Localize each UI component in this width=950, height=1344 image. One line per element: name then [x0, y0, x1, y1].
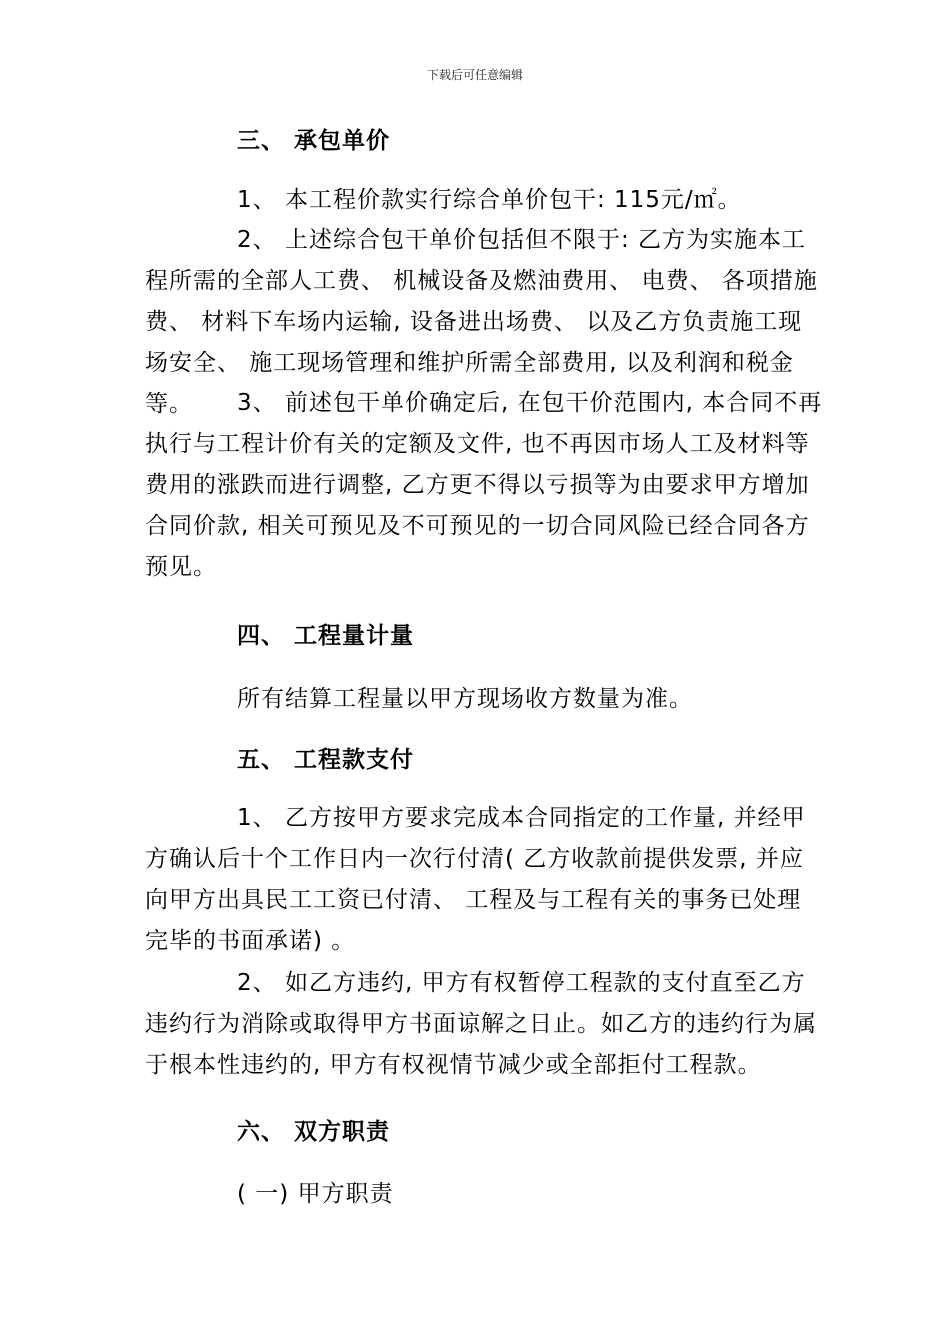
section-6-title: 六、 双方职责: [237, 1119, 391, 1145]
section-3-para-3: 3、 前述包干单价确定后, 在包干价范围内, 本合同不再执行与工程计价有关的定额及文件, 也不再因市场人工及材料等费用的涨跌而进行调整, 乙方更不得以亏损等为由要求甲方增加合同价款, 相关可预见及不可预见的一切合同风险已经合同各方预见。: [145, 390, 823, 580]
section-3-para-2: 2、 上述综合包干单价包括但不限于: 乙方为实施本工程所需的全部人工费、 机械设备及燃油费用、 电费、 各项措施费、 材料下车场内运输, 设备进出场费、 以及乙方负责施工现场安全、 施工现场管理和维护所需全部费用, 以及利润和税金等。: [145, 227, 818, 417]
section-5-title: 五、 工程款支付: [237, 747, 415, 773]
page-header: 下载后可任意编辑: [426, 68, 523, 82]
section-3-para-1: 1、 本工程价款实行综合单价包干: 115元/㎡。: [237, 187, 742, 213]
section-4-para-1: 所有结算工程量以甲方现场收方数量为准。: [237, 686, 693, 712]
section-4-title: 四、 工程量计量: [237, 623, 415, 649]
section-5-para-1: 1、 乙方按甲方要求完成本合同指定的工作量, 并经甲方确认后十个工作日内一次行付清( 乙方收款前提供发票, 并应向甲方出具民工工资已付清、 工程及与工程有关的事务已处理完毕的书面承诺) 。: [145, 805, 806, 954]
section-5-para-2: 2、 如乙方违约, 甲方有权暂停工程款的支付直至乙方违约行为消除或取得甲方书面谅解之日止。如乙方的违约行为属于根本性违约的, 甲方有权视情节减少或全部拒付工程款。: [145, 970, 817, 1078]
section-6-subheading-1: ( 一) 甲方职责: [237, 1181, 394, 1207]
section-3-title: 三、 承包单价: [237, 128, 391, 154]
